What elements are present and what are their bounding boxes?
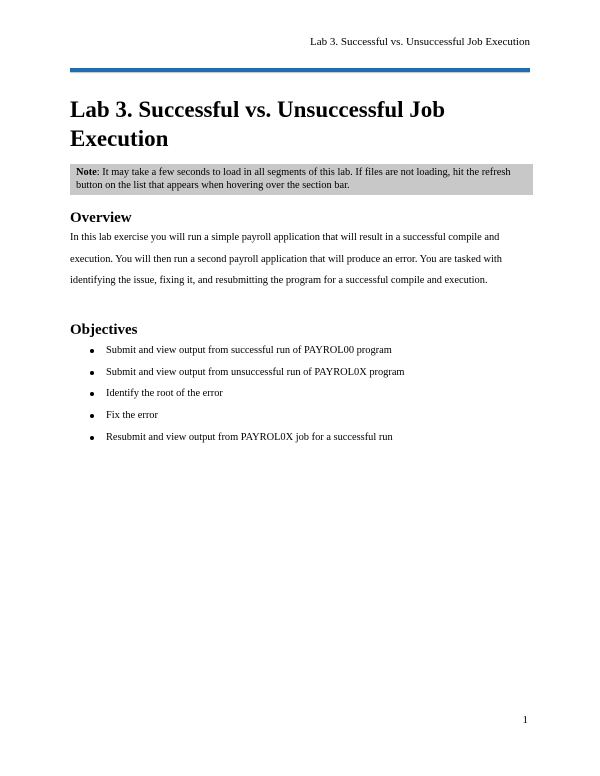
overview-heading: Overview: [70, 210, 132, 226]
objective-item: [70, 405, 530, 427]
objective-item: [70, 427, 530, 449]
page-title: Lab 3. Successful vs. Unsuccessful Job Execution: [70, 97, 446, 151]
objectives-list: [70, 340, 530, 448]
running-header: Lab 3. Successful vs. Unsuccessful Job Execution: [310, 36, 530, 48]
note-box: [70, 164, 533, 195]
objectives-heading: Objectives: [70, 322, 138, 338]
objective-text: Identify the root of the error: [106, 388, 223, 400]
bullet-icon: [90, 371, 94, 375]
objective-text: Submit and view output from successful run of PAYROL00 program: [106, 345, 392, 356]
bullet-icon: [90, 436, 94, 440]
objective-item: [70, 362, 530, 384]
note-label: Note: [76, 167, 97, 178]
objective-text: Submit and view output from unsuccessful run of PAYROL0X program: [106, 366, 405, 378]
bullet-icon: [90, 392, 94, 396]
page-number: 1: [522, 714, 528, 726]
bullet-icon: [90, 349, 94, 353]
overview-paragraph: In this lab exercise you will run a simple payroll application that will result in a successful compile and execution. You will then run a second payroll application that will produce an error. You are tasked with identifying the issue, fixing it, and resubmitting the program for a successful compile and execution.: [70, 232, 502, 287]
bullet-icon: [90, 414, 94, 418]
note-text: : It may take a few seconds to load in all segments of this lab. If files are not loading, hit the refresh button on the list that appears when hovering over the section bar.: [76, 167, 511, 191]
objective-item: [70, 340, 530, 362]
objective-text: Fix the error: [106, 410, 158, 422]
objective-item: [70, 383, 530, 405]
header-rule: [70, 68, 530, 72]
objective-text: Resubmit and view output from PAYROL0X job for a successful run: [106, 431, 393, 443]
